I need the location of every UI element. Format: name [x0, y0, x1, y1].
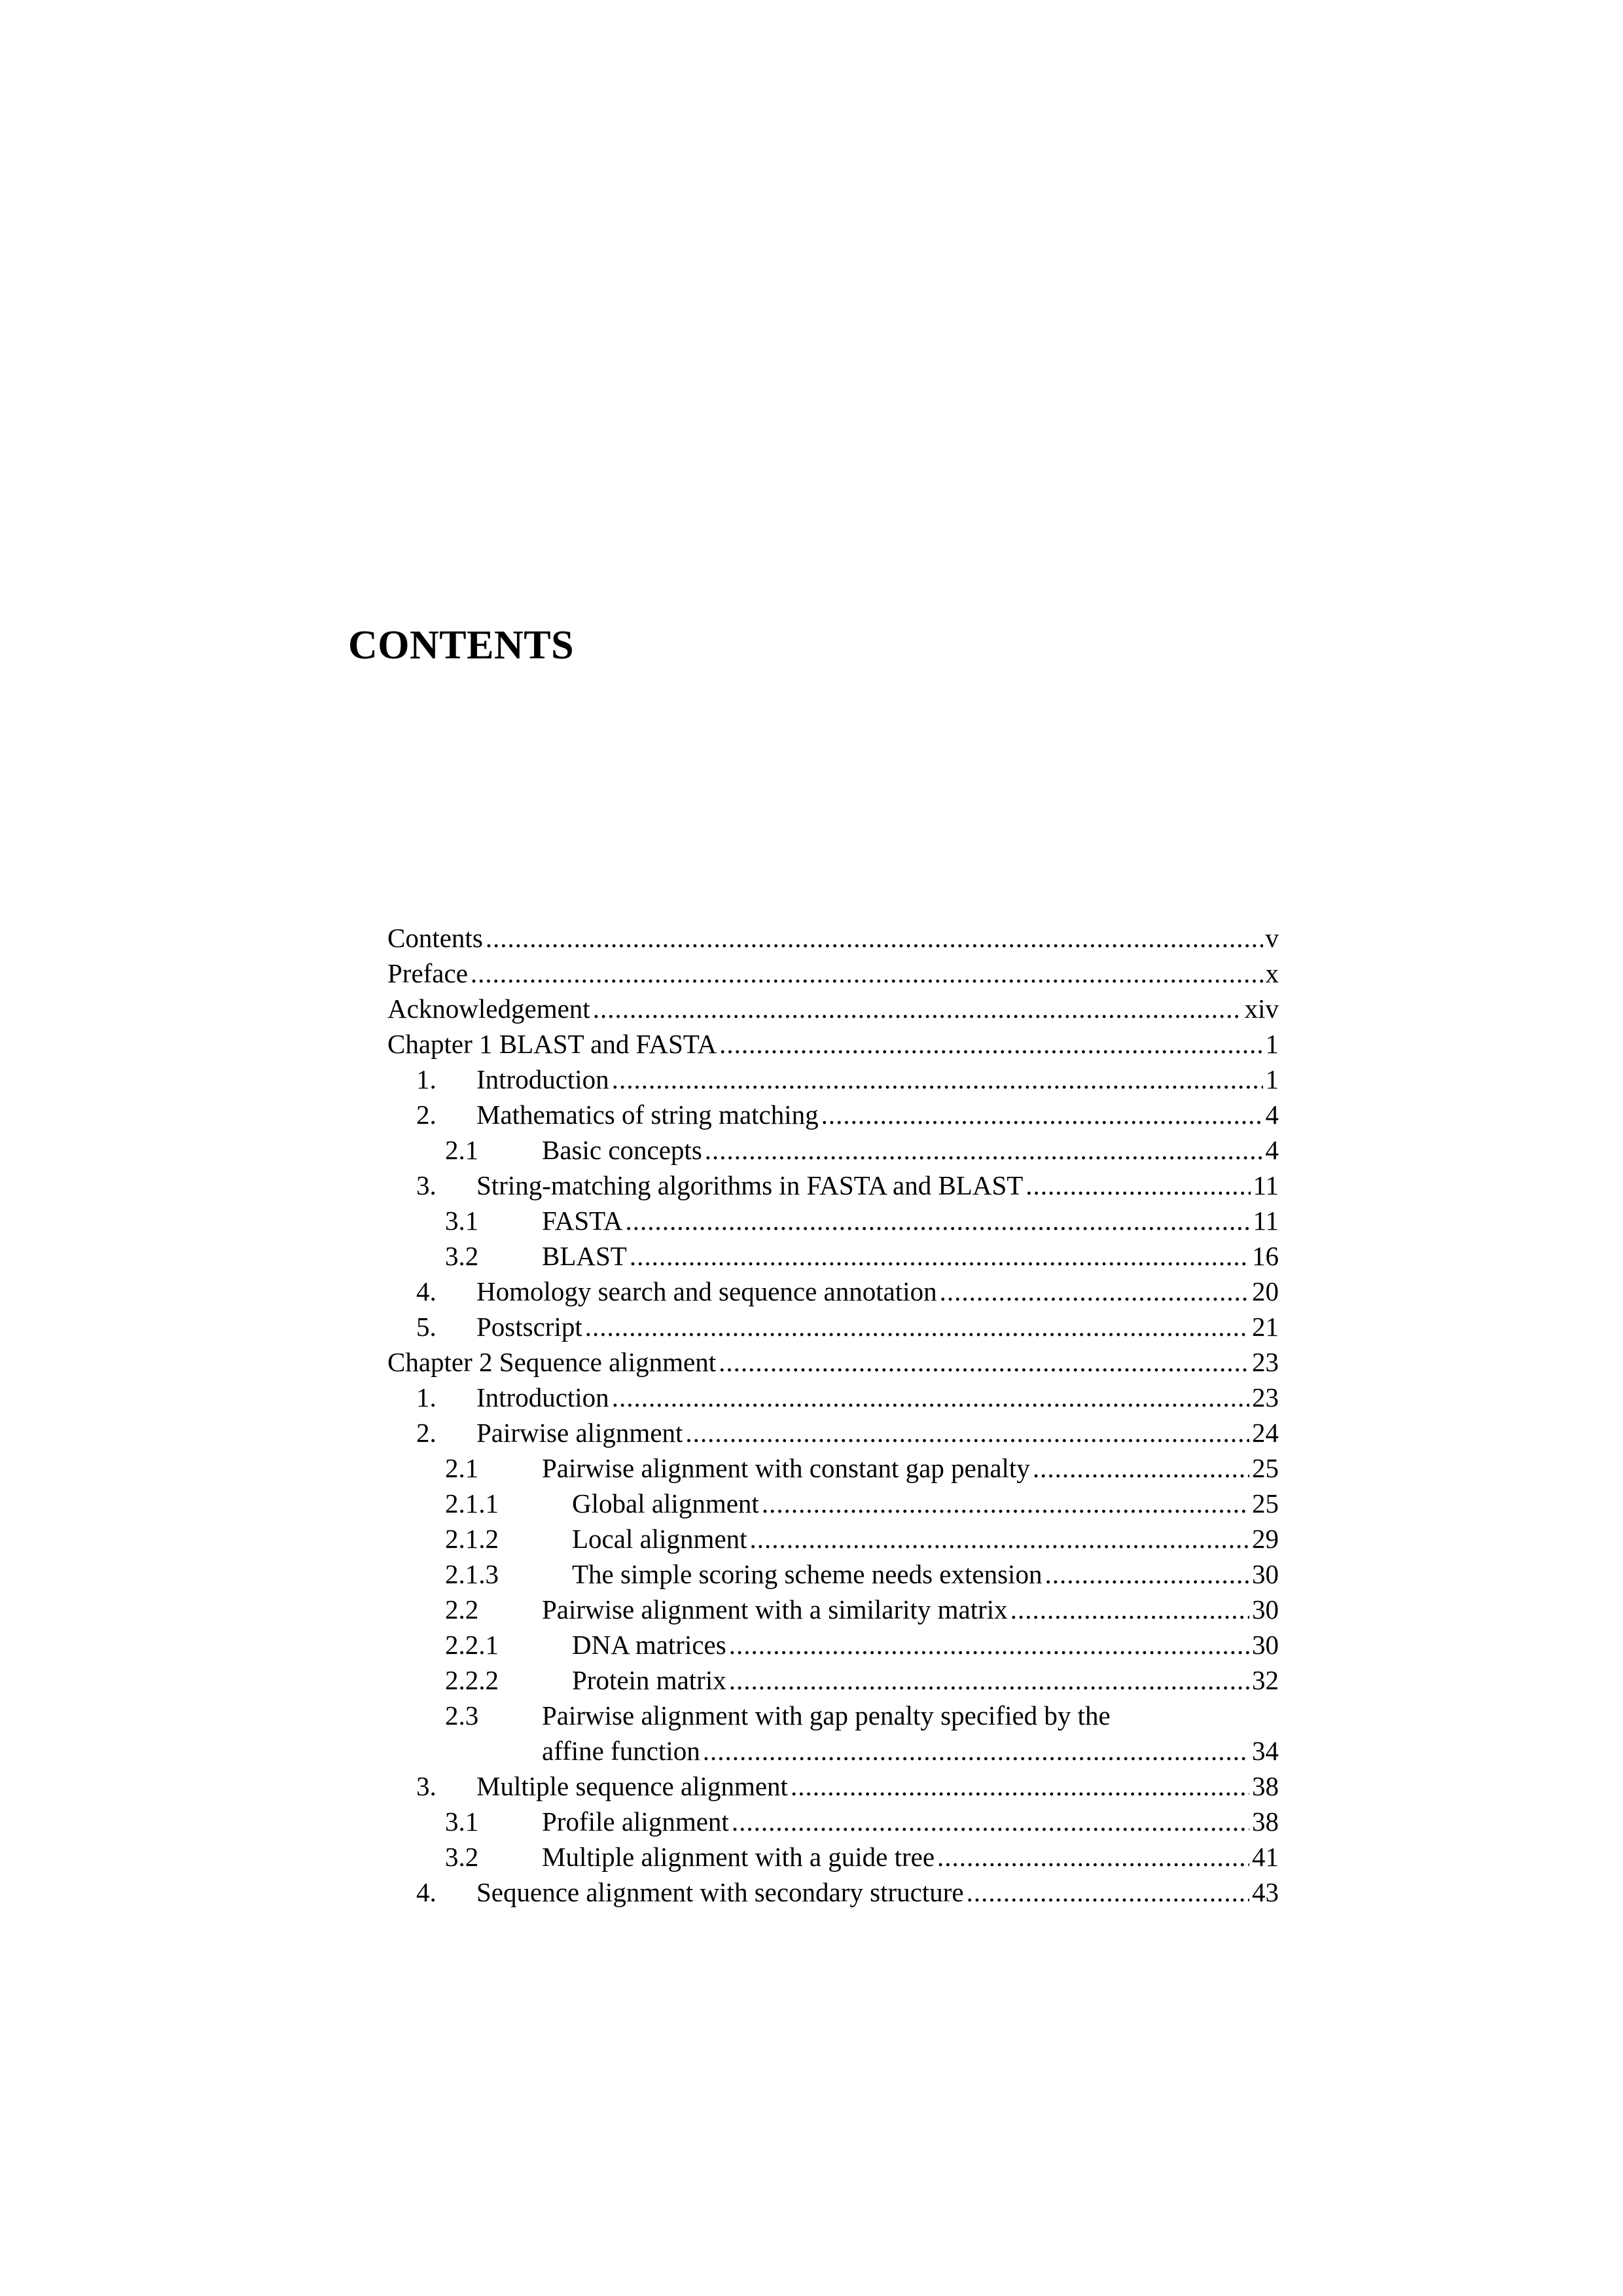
- toc-entry[interactable]: [387, 922, 1279, 958]
- toc-entry-number: 2.: [416, 1418, 437, 1448]
- toc-entry-page: 38: [1252, 1806, 1279, 1837]
- toc-entry[interactable]: [387, 1629, 1279, 1664]
- dot-leader: [762, 1488, 1249, 1519]
- toc-entry[interactable]: [387, 1240, 1279, 1276]
- dot-leader: [729, 1664, 1249, 1696]
- toc-entry[interactable]: [387, 1700, 1279, 1735]
- toc-entry[interactable]: [387, 1311, 1279, 1346]
- toc-entry-title: affine function: [542, 1736, 700, 1766]
- toc-entry-page: 30: [1252, 1559, 1279, 1589]
- toc-entry-title: BLAST: [542, 1241, 627, 1271]
- toc-entry-number: 2.2: [445, 1594, 479, 1624]
- toc-entry-page: v: [1265, 923, 1279, 953]
- toc-entry-page: 41: [1252, 1842, 1279, 1872]
- dot-leader: [703, 1735, 1249, 1767]
- toc-entry[interactable]: [387, 1664, 1279, 1700]
- dot-leader: [729, 1629, 1249, 1660]
- toc-entry-title: Chapter 2 Sequence alignment: [387, 1347, 717, 1377]
- toc-entry-continuation[interactable]: [387, 1735, 1279, 1770]
- toc-entry-title: FASTA: [542, 1206, 623, 1236]
- toc-entry-title: Preface: [387, 958, 468, 988]
- toc-entry[interactable]: [387, 1382, 1279, 1417]
- toc-entry-title: Multiple alignment with a guide tree: [542, 1842, 935, 1872]
- toc-entry-title: Pairwise alignment with a similarity matrix: [542, 1594, 1008, 1624]
- toc-entry-title: String-matching algorithms in FASTA and BLAST: [476, 1170, 1024, 1200]
- dot-leader: [967, 1876, 1249, 1908]
- toc-entry-title: Protein matrix: [572, 1665, 726, 1695]
- toc-entry-number: 1.: [416, 1382, 437, 1412]
- toc-entry[interactable]: [387, 1417, 1279, 1452]
- toc-entry-page: 1: [1265, 1064, 1279, 1094]
- toc-entry-title: The simple scoring scheme needs extension: [572, 1559, 1043, 1589]
- toc-entry[interactable]: [387, 1028, 1279, 1064]
- toc-entry-number: 5.: [416, 1312, 437, 1342]
- toc-entry-page: 29: [1252, 1524, 1279, 1554]
- toc-entry-number: 4.: [416, 1276, 437, 1306]
- toc-entry[interactable]: [387, 1770, 1279, 1806]
- toc-entry-number: 4.: [416, 1877, 437, 1907]
- toc-entry-page: 25: [1252, 1488, 1279, 1518]
- toc-entry[interactable]: [387, 1276, 1279, 1311]
- dot-leader: [821, 1099, 1263, 1130]
- toc-entry-number: 2.1.3: [445, 1559, 499, 1589]
- toc-entry-page: 16: [1252, 1241, 1279, 1271]
- toc-entry-title: Pairwise alignment with gap penalty specified by the: [542, 1700, 1111, 1731]
- toc-entry[interactable]: [387, 1452, 1279, 1488]
- toc-entry-number: 3.: [416, 1771, 437, 1801]
- dot-leader: [719, 1346, 1249, 1378]
- toc-entry-title: Homology search and sequence annotation: [476, 1276, 937, 1306]
- dot-leader: [471, 958, 1263, 989]
- dot-leader: [486, 922, 1263, 954]
- dot-leader: [791, 1770, 1249, 1802]
- dot-leader: [750, 1523, 1249, 1554]
- toc-entry[interactable]: [387, 1064, 1279, 1099]
- toc-entry-title: Basic concepts: [542, 1135, 702, 1165]
- toc-entry[interactable]: [387, 1876, 1279, 1912]
- toc-entry[interactable]: [387, 1558, 1279, 1594]
- dot-leader: [940, 1276, 1249, 1307]
- toc-entry-number: 3.1: [445, 1806, 479, 1837]
- toc-entry-page: 20: [1252, 1276, 1279, 1306]
- toc-entry-page: 4: [1265, 1135, 1279, 1165]
- toc-entry-title: DNA matrices: [572, 1630, 726, 1660]
- toc-entry[interactable]: [387, 1134, 1279, 1170]
- toc-entry-number: 2.3: [445, 1700, 479, 1731]
- toc-entry-page: 34: [1252, 1736, 1279, 1766]
- toc-entry-number: 2.1: [445, 1453, 479, 1483]
- toc-entry-title: Chapter 1 BLAST and FASTA: [387, 1029, 717, 1059]
- dot-leader: [626, 1205, 1251, 1236]
- toc-entry-page: 32: [1252, 1665, 1279, 1695]
- toc-entry-page: 11: [1253, 1170, 1279, 1200]
- toc-entry-page: 30: [1252, 1594, 1279, 1624]
- toc-entry-page: 11: [1253, 1206, 1279, 1236]
- page-title: CONTENTS: [348, 623, 575, 668]
- dot-leader: [705, 1134, 1263, 1166]
- toc-entry-number: 3.: [416, 1170, 437, 1200]
- toc-entry-number: 3.1: [445, 1206, 479, 1236]
- toc-entry[interactable]: [387, 1205, 1279, 1240]
- toc-entry-number: 1.: [416, 1064, 437, 1094]
- toc-entry[interactable]: [387, 1841, 1279, 1876]
- toc-entry-title: Introduction: [476, 1382, 609, 1412]
- toc-entry[interactable]: [387, 1806, 1279, 1841]
- dot-leader: [719, 1028, 1262, 1060]
- toc-entry-number: 2.2.2: [445, 1665, 499, 1695]
- toc-entry-number: 2.1: [445, 1135, 479, 1165]
- toc-entry-title: Profile alignment: [542, 1806, 729, 1837]
- toc-entry-title: Global alignment: [572, 1488, 759, 1518]
- toc-entry-page: 43: [1252, 1877, 1279, 1907]
- toc-entry[interactable]: [387, 1346, 1279, 1382]
- toc-entry-number: 3.2: [445, 1842, 479, 1872]
- toc-entry-number: 3.2: [445, 1241, 479, 1271]
- toc-entry-title: Pairwise alignment with constant gap penalty: [542, 1453, 1030, 1483]
- toc-entry-page: xiv: [1244, 994, 1279, 1024]
- dot-leader: [1026, 1170, 1250, 1201]
- toc-entry-page: 30: [1252, 1630, 1279, 1660]
- dot-leader: [612, 1064, 1263, 1095]
- toc-entry-page: 38: [1252, 1771, 1279, 1801]
- toc-entry-title: Mathematics of string matching: [476, 1100, 819, 1130]
- toc-entry-title: Contents: [387, 923, 483, 953]
- toc-entry[interactable]: [387, 1170, 1279, 1205]
- toc-entry-number: 2.1.1: [445, 1488, 499, 1518]
- dot-leader: [630, 1240, 1249, 1272]
- toc-entry-number: 2.2.1: [445, 1630, 499, 1660]
- toc-entry-page: 4: [1265, 1100, 1279, 1130]
- dot-leader: [1044, 1558, 1249, 1590]
- dot-leader: [937, 1841, 1249, 1873]
- toc-entry-title: Local alignment: [572, 1524, 747, 1554]
- toc-entry-page: 23: [1252, 1347, 1279, 1377]
- toc-entry-title: Postscript: [476, 1312, 582, 1342]
- toc-entry-title: Sequence alignment with secondary structure: [476, 1877, 964, 1907]
- dot-leader: [612, 1382, 1249, 1413]
- toc-entry-page: 1: [1265, 1029, 1279, 1059]
- toc-entry-title: Introduction: [476, 1064, 609, 1094]
- toc-entry-page: 25: [1252, 1453, 1279, 1483]
- dot-leader: [593, 993, 1242, 1024]
- toc-entry[interactable]: [387, 958, 1279, 993]
- toc-entry-number: 2.: [416, 1100, 437, 1130]
- toc-entry-page: 23: [1252, 1382, 1279, 1412]
- toc-entry-page: 24: [1252, 1418, 1279, 1448]
- toc-entry[interactable]: [387, 1523, 1279, 1558]
- toc-entry-page: x: [1265, 958, 1279, 988]
- toc-entry[interactable]: [387, 1099, 1279, 1134]
- dot-leader: [1033, 1452, 1249, 1484]
- toc-entry-title: Pairwise alignment: [476, 1418, 683, 1448]
- toc-entry[interactable]: [387, 1594, 1279, 1629]
- dot-leader: [732, 1806, 1249, 1837]
- toc-entry-title: Multiple sequence alignment: [476, 1771, 788, 1801]
- dot-leader: [685, 1417, 1249, 1448]
- toc-entry-title: Acknowledgement: [387, 994, 590, 1024]
- toc-entry-page: 21: [1252, 1312, 1279, 1342]
- table-of-contents: [387, 922, 1279, 1912]
- toc-entry[interactable]: [387, 993, 1279, 1028]
- dot-leader: [585, 1311, 1249, 1342]
- dot-leader: [1010, 1594, 1249, 1625]
- toc-entry-number: 2.1.2: [445, 1524, 499, 1554]
- toc-entry[interactable]: [387, 1488, 1279, 1523]
